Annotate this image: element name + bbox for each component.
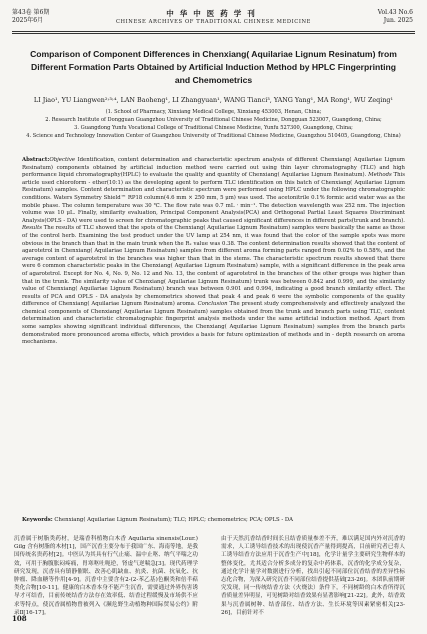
issue-line: 第43卷 第6期 bbox=[12, 9, 50, 16]
keywords bbox=[22, 517, 405, 525]
objective-text: Identification, content determination and characteristic spectrum analysis of different Chenxiang( Aquilariae Lignum Resinatum) components obtained by artificial induction method were carried out using thin layer chromatography (TLC) and high performance liquid chromatography(HPLC) to evaluate the quality and quantity of Chenxiang( Aquilariae Lignum Resinatum). bbox=[22, 157, 405, 179]
methods-label: Methods bbox=[368, 172, 392, 179]
conclusion-label: Conclusion bbox=[197, 301, 228, 308]
objective-label: Objective bbox=[49, 157, 75, 163]
date-line: 2025年6月 bbox=[12, 17, 44, 24]
body-column-right: 由于天然沉香结香时间长且结香质量参差不齐，难以满足国内外对沉香的需求，人工诱导结香技术的出现使沉香产量得到提高，目前研究者已将人工诱导结香方法应用于沉香生产中[18]，化学计量学主要研究生物样本的整体变化，尤其适合分析多成分的复杂中药体系，沉香的化学成分复杂，通过化学计量学对数据进行分析，找出引起不同部位沉香结香的差异性标志化合物，为深入研究沉香不同部位结香提供基础[23-26]。本团队前期研究发现，同一传统结香方法（火烧法）条件下，不同树龄的白木香所得沉香质量差异明显，可见树龄对结香效果有显著影响[21-22]。此外，结香效果与沉香属树种、结香部位、结香方法、生长环境等因素紧密相关[23-26]，目前针对不 bbox=[221, 536, 405, 616]
results-text: The results of TLC showed that the spots of the Chenxiang( Aquilariae Lignum Resinatum) samples were basically the same as those of the control herb. Examining the test product under the UV lamp at 254 nm, it was found that the color of the sample spots was more obvious in the branch than that in the main trunk when the Rₓ value was 0.38. The content determination results showed that the content of agarotetrol in Chenxiang( Aquilariae Lignum Resinatum) samples from different aroma forming parts ranged from 0.02% to 0.58%, and the average content of agarotetrol in the branches was higher than that in the stems. The characteristic spectrum results showed that there were 6 common characteristic peaks in the Chenxiang( Aquilariae Lignum Resinatum) sample, with a significant difference in the peak area of agarotetrol. Except for No. 4, No. 9, No. 12 and No. 13, the content of agarotetrol in the branches of the other groups was higher than that in the trunk. The similarity value of Chenxiang( Aquilariae Lignum Resinatum) trunk was between 0.842 and 0.999, and the similarity value of Chenxiang( Aquilariae Lignum Resinatum) branch was between 0.901 and 0.994, indicating a good branch similarity effect. The results of PCA and OPLS - DA analysis by chemometrics showed that peak 4 and peak 6 were the symbolic components of the quality difference of Chenxiang( Aquilariae Lignum Resinatum) aroma. bbox=[22, 225, 405, 308]
affiliation-1: (1. School of Pharmacy, Xinxiang Medical College, Xinxiang 453003, Henan, China; bbox=[105, 109, 322, 115]
journal-name-cn: 中华中医药学刊 bbox=[166, 9, 261, 18]
page-number: 108 bbox=[12, 614, 27, 623]
conclusion-text: The present study comprehensively and effectively analyzed the chemical components of Chenxiang( Aquilariae Lignum Resinatum) samples obtained from the trunk and branch parts using TLC, content determination and characteristic chromatographic fingerprint analysis methods under the same artificial induction method. Apart from some samples showing significant individual differences, the Chenxiang( Aquilariae Lignum Resinatum) samples from the branch parts demonstrated more pronounced aroma effects, which provides a basis for future optimization of methods and in - depth research on aroma mechanisms. bbox=[22, 301, 405, 346]
keywords-label: Keywords: bbox=[22, 517, 53, 523]
affiliation-2: 2. Research Institute of Dongguan Guangzhou University of Traditional Chinese Medicine, Dongguan 523007, Guangdong, China; bbox=[45, 117, 382, 123]
author-list: LI Jiao¹, YU Liangwen²˒³˒⁴, LAN Baoheng¹, LI Zhangyuan¹, WANG Tianci³, YANG Yang¹, MA Rong¹, WU Zeqing¹ bbox=[33, 96, 394, 104]
abstract bbox=[22, 157, 405, 347]
methods-text: This article used chloroform - ether(10:1) as the developing agent to perform TLC identification on this batch of Chenxiang( Aquilariae Lignum Resinatum) samples. Content determination and characteristic spectrum were performed using HPLC under the following chromatographic conditions. Waters Symmetry Shield™ RP18 column(4.6 mm × 250 mm, 5 μm) was used. The acetonitrile 0.1% formic acid water was as the mobile phase. The column temperature was 30 ℃. The flow rate was 0.7 mL · min⁻¹. The detection wavelength was 252 nm. The injection volume was 10 μL. Finally, similarity evaluation, Principal Component Analysis(PCA) and Orthogonal Partial Least Squares Discriminant Analysis(OPLS - DA) were used to screen for chromatographic peaks that caused significant differences in different parts(trunk and branch). bbox=[22, 172, 405, 224]
month-line: Jun. 2025 bbox=[383, 17, 413, 24]
affiliations bbox=[20, 108, 407, 140]
abstract-label: Abstract: bbox=[22, 157, 50, 163]
running-header bbox=[0, 9, 427, 33]
journal-name-en: CHINESE ARCHIVES OF TRADITIONAL CHINESE MEDICINE bbox=[115, 19, 312, 25]
results-label: Results bbox=[22, 225, 42, 232]
keywords-text: Chenxiang( Aquilariae Lignum Resinatum); TLC; HPLC; chemometrics; PCA; OPLS - DA bbox=[52, 517, 294, 523]
affiliation-4: 4. Science and Technology Innovation Center of Guangzhou University of Traditional Chinese Medicine, Guangzhou 510405, Guangdong, China) bbox=[26, 133, 401, 139]
volume-info bbox=[378, 9, 413, 25]
affiliation-3: 3. Guangdong Yunfu Vocational College of Traditional Chinese Medicine, Yunfu 527300, Guangdong, China; bbox=[74, 125, 353, 131]
article-title: Comparison of Component Differences in Chenxiang( Aquilariae Lignum Resinatum) from Different Formation Parts Obtained by Artificial Induction Method by HPLC Fingerprinting and Chemometrics bbox=[30, 49, 397, 85]
header-rule bbox=[12, 31, 415, 32]
body-column-left: 沉香属于树脂类药材，是瑞香科植物白木香 Aquilaria sinensis(Lour.) Gilg 含有树脂的木材[1]，国产沉香主要分布于我国广东、海南等地，是我国传统名贵药材[2]。中医认为其具有行气止痛、温中止呕、纳气平喘之功效，可用于胸腹胀闷疼痛，胃寒呕吐呃逆，肾虚气逆喘急[3]。现代药理学研究发现，沉香具有镇静催眠、改善心肌缺血、抗炎、抗菌、抗氧化、抗肿瘤、降血糖等作用[4-9]。沉香中主要含有2-(2-苯乙基)色酮类和倍半萜类化合物[10-11]。健康的白木香本身不能产生沉香，需要通过外界伤害诱导才可结香，目前传统结香方法存在效率低、结香过程缓慢及市场供不应求等特点，使沉香属植物曾被列入《濒危野生动植物种国际贸易公约》附录Ⅱ[16-17]。 bbox=[14, 536, 198, 616]
volume-line: Vol.43 No.6 bbox=[377, 9, 413, 16]
header-rule-2 bbox=[12, 33, 415, 34]
journal-name bbox=[0, 9, 427, 26]
